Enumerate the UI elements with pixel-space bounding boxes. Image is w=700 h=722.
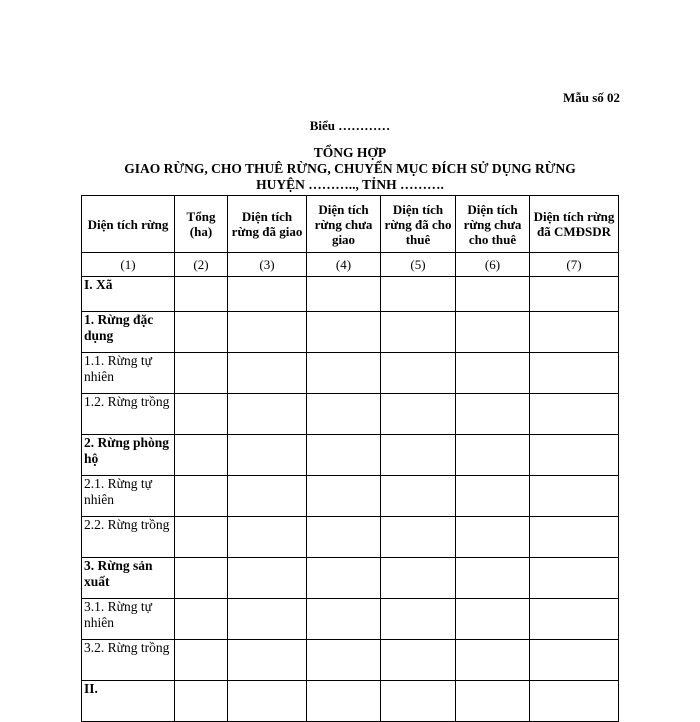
empty-cell bbox=[456, 681, 530, 722]
column-number: (7) bbox=[530, 253, 619, 277]
empty-cell bbox=[530, 277, 619, 312]
title-line-2: GIAO RỪNG, CHO THUÊ RỪNG, CHUYỂN MỤC ĐÍCH SỬ DỤNG RỪNG bbox=[124, 161, 576, 176]
row-label: 3.1. Rừng tự nhiên bbox=[82, 599, 175, 640]
empty-cell bbox=[307, 476, 381, 517]
empty-cell bbox=[530, 394, 619, 435]
empty-cell bbox=[228, 476, 307, 517]
empty-cell bbox=[456, 640, 530, 681]
row-label: 2. Rừng phòng hộ bbox=[82, 435, 175, 476]
column-header: Diện tích rừng đã CMĐSDR bbox=[530, 196, 619, 253]
empty-cell bbox=[381, 681, 456, 722]
forest-summary-table bbox=[81, 195, 619, 722]
empty-cell bbox=[228, 558, 307, 599]
empty-cell bbox=[456, 476, 530, 517]
empty-cell bbox=[228, 681, 307, 722]
empty-cell bbox=[175, 476, 228, 517]
empty-cell bbox=[175, 435, 228, 476]
row-label: I. Xã bbox=[82, 277, 175, 312]
empty-cell bbox=[175, 277, 228, 312]
table-row bbox=[82, 394, 619, 435]
empty-cell bbox=[530, 435, 619, 476]
column-number: (1) bbox=[82, 253, 175, 277]
empty-cell bbox=[381, 599, 456, 640]
empty-cell bbox=[228, 353, 307, 394]
form-number: Mẫu số 02 bbox=[562, 90, 620, 105]
empty-cell bbox=[307, 353, 381, 394]
empty-cell bbox=[381, 277, 456, 312]
row-label: 2.1. Rừng tự nhiên bbox=[82, 476, 175, 517]
empty-cell bbox=[456, 277, 530, 312]
empty-cell bbox=[307, 558, 381, 599]
empty-cell bbox=[307, 277, 381, 312]
empty-cell bbox=[381, 476, 456, 517]
empty-cell bbox=[530, 476, 619, 517]
table-row bbox=[82, 640, 619, 681]
empty-cell bbox=[228, 277, 307, 312]
empty-cell bbox=[456, 558, 530, 599]
column-header: Diện tích rừng đã cho thuê bbox=[381, 196, 456, 253]
row-label: 2.2. Rừng trồng bbox=[82, 517, 175, 558]
form-serial: Biểu ………… bbox=[309, 118, 391, 133]
empty-cell bbox=[175, 353, 228, 394]
table-row bbox=[82, 353, 619, 394]
column-number: (4) bbox=[307, 253, 381, 277]
table-row bbox=[82, 599, 619, 640]
empty-cell bbox=[530, 640, 619, 681]
empty-cell bbox=[381, 394, 456, 435]
empty-cell bbox=[307, 640, 381, 681]
table-header-row bbox=[82, 196, 619, 253]
column-number: (2) bbox=[175, 253, 228, 277]
empty-cell bbox=[381, 558, 456, 599]
empty-cell bbox=[307, 517, 381, 558]
empty-cell bbox=[307, 394, 381, 435]
empty-cell bbox=[381, 353, 456, 394]
empty-cell bbox=[175, 599, 228, 640]
empty-cell bbox=[307, 312, 381, 353]
empty-cell bbox=[530, 599, 619, 640]
table-row bbox=[82, 312, 619, 353]
empty-cell bbox=[307, 435, 381, 476]
title-line-1: TỔNG HỢP bbox=[313, 145, 387, 160]
empty-cell bbox=[175, 394, 228, 435]
empty-cell bbox=[228, 312, 307, 353]
empty-cell bbox=[530, 681, 619, 722]
empty-cell bbox=[456, 435, 530, 476]
table-row bbox=[82, 681, 619, 722]
empty-cell bbox=[456, 517, 530, 558]
row-label: 1.1. Rừng tự nhiên bbox=[82, 353, 175, 394]
column-number: (5) bbox=[381, 253, 456, 277]
empty-cell bbox=[381, 517, 456, 558]
empty-cell bbox=[381, 312, 456, 353]
table-row bbox=[82, 476, 619, 517]
empty-cell bbox=[175, 681, 228, 722]
empty-cell bbox=[228, 640, 307, 681]
empty-cell bbox=[175, 312, 228, 353]
column-header: Diện tích rừng bbox=[82, 196, 175, 253]
empty-cell bbox=[530, 353, 619, 394]
empty-cell bbox=[228, 394, 307, 435]
empty-cell bbox=[175, 517, 228, 558]
row-label: 1. Rừng đặc dụng bbox=[82, 312, 175, 353]
row-label: 3.2. Rừng trồng bbox=[82, 640, 175, 681]
empty-cell bbox=[381, 640, 456, 681]
empty-cell bbox=[530, 312, 619, 353]
column-header: Diện tích rừng chưa giao bbox=[307, 196, 381, 253]
empty-cell bbox=[175, 558, 228, 599]
empty-cell bbox=[456, 599, 530, 640]
row-label: II. bbox=[82, 681, 175, 722]
empty-cell bbox=[530, 558, 619, 599]
empty-cell bbox=[307, 681, 381, 722]
table-row bbox=[82, 435, 619, 476]
empty-cell bbox=[530, 517, 619, 558]
row-label: 3. Rừng sản xuất bbox=[82, 558, 175, 599]
document-title bbox=[80, 145, 620, 193]
empty-cell bbox=[228, 599, 307, 640]
empty-cell bbox=[456, 353, 530, 394]
empty-cell bbox=[175, 640, 228, 681]
column-number: (6) bbox=[456, 253, 530, 277]
empty-cell bbox=[228, 517, 307, 558]
table-row bbox=[82, 558, 619, 599]
column-number: (3) bbox=[228, 253, 307, 277]
empty-cell bbox=[381, 435, 456, 476]
empty-cell bbox=[456, 312, 530, 353]
table-row bbox=[82, 277, 619, 312]
column-header: Tổng (ha) bbox=[175, 196, 228, 253]
empty-cell bbox=[456, 394, 530, 435]
row-label: 1.2. Rừng trồng bbox=[82, 394, 175, 435]
empty-cell bbox=[307, 599, 381, 640]
title-line-3: HUYỆN ……….., TỈNH ………. bbox=[256, 177, 444, 192]
column-header: Diện tích rừng đã giao bbox=[228, 196, 307, 253]
table-row bbox=[82, 517, 619, 558]
column-header: Diện tích rừng chưa cho thuê bbox=[456, 196, 530, 253]
column-number-row bbox=[82, 253, 619, 277]
empty-cell bbox=[228, 435, 307, 476]
